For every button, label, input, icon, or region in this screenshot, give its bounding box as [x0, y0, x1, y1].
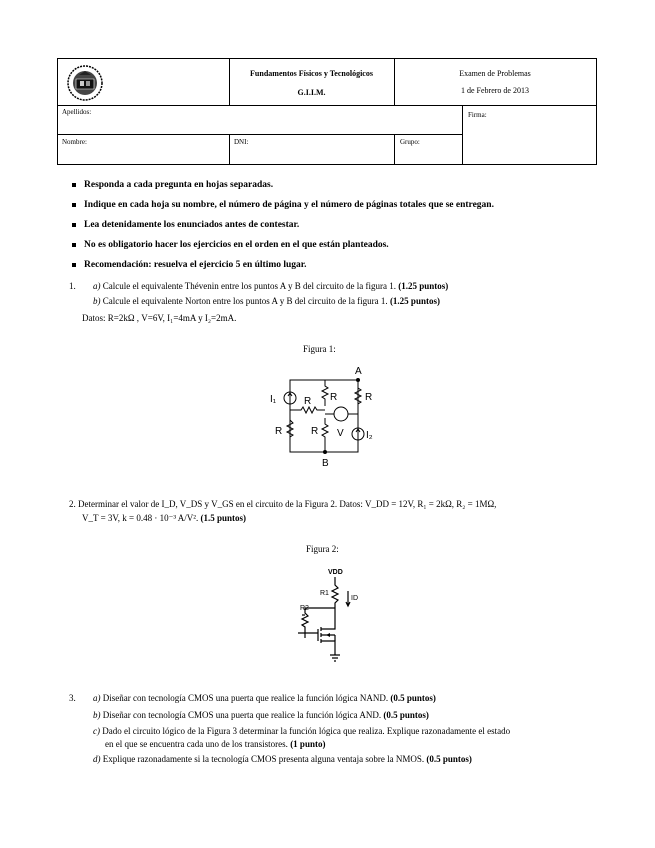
course-title: Fundamentos Físicos y Tecnológicos — [250, 69, 373, 78]
divider — [229, 134, 230, 165]
q3-part-a — [93, 692, 436, 704]
instruction-item: Indique en cada hoja su nombre, el número de página y el número de páginas totales que se entregan. — [72, 198, 612, 218]
i2-label: I₂ — [366, 430, 373, 441]
divider — [394, 134, 395, 165]
q3-d-text: Explique razonadamente si la tecnología CMOS presenta alguna ventaja sobre la NMOS. — [102, 754, 425, 764]
r-label: R — [365, 392, 373, 403]
q1-datos: Datos: R=2kΩ , V=6V, I₁=4mA y I₂=2mA. — [82, 313, 237, 323]
exam-header-table — [57, 58, 597, 165]
grupo-label: Grupo: — [400, 138, 420, 146]
q3-number: 3. — [69, 693, 76, 703]
university-seal-logo — [64, 63, 106, 103]
q3-part-c-line2 — [105, 738, 325, 750]
i1-label: I₁ — [270, 394, 277, 405]
q2-statement: Determinar el valor de I_D, V_DS y V_GS en el circuito de la Figura 2. Datos: V_DD = 12V, R₁ = 2kΩ, R₂ = 1MΩ, — [78, 499, 497, 509]
q1-b-text: Calcule el equivalente Norton entre los puntos A y B del circuito de la figura 1. — [102, 296, 388, 306]
vdd-label: VDD — [328, 569, 343, 576]
q1-b-points: (1.25 puntos) — [389, 296, 440, 306]
divider — [394, 59, 395, 105]
v-label: V — [337, 428, 344, 439]
q1-a-points: (1.25 puntos) — [398, 281, 449, 291]
r1-label: R1 — [320, 590, 329, 597]
node-a-label: A — [355, 366, 362, 377]
r-label: R — [304, 396, 312, 407]
node-b-label: B — [322, 458, 329, 469]
q1-part-a — [93, 280, 448, 292]
r-label: R — [311, 426, 319, 437]
figure-1-caption: Figura 1: — [303, 344, 336, 354]
figure-1-circuit — [265, 362, 390, 472]
instructions-list — [72, 178, 612, 278]
q2-text — [69, 498, 599, 510]
r2-label: R2 — [300, 605, 309, 612]
q1-b-label: b) — [93, 296, 101, 306]
q1-number: 1. — [69, 281, 76, 291]
apellidos-label: Apellidos: — [62, 108, 92, 116]
q2-statement-2: V_T = 3V, k = 0.48 · 10⁻³ A/V². — [82, 513, 199, 523]
q3-b-label: b) — [93, 710, 101, 720]
q3-b-text: Diseñar con tecnología CMOS una puerta que realice la función lógica AND. — [102, 710, 382, 720]
node-a-dot — [356, 378, 360, 382]
q2-text-line2 — [82, 512, 246, 524]
instruction-item: Responda a cada pregunta en hojas separadas. — [72, 178, 612, 198]
divider — [229, 59, 230, 105]
instruction-item: No es obligatorio hacer los ejercicios en el orden en el que están planteados. — [72, 238, 612, 258]
divider — [58, 134, 462, 135]
firma-label: Firma: — [468, 111, 487, 119]
q1-a-text: Calcule el equivalente Thévenin entre los puntos A y B del circuito de la figura 1. — [102, 281, 397, 291]
q2-points: (1.5 puntos) — [200, 513, 246, 523]
q3-part-c — [93, 725, 603, 737]
dni-label: DNI: — [234, 138, 249, 146]
q3-part-b — [93, 709, 429, 721]
q2-number: 2. — [69, 499, 76, 509]
instruction-item: Recomendación: resuelva el ejercicio 5 en último lugar. — [72, 258, 612, 278]
q3-d-points: (0.5 puntos) — [426, 754, 472, 764]
q3-a-points: (0.5 puntos) — [390, 693, 436, 703]
q3-a-label: a) — [93, 693, 101, 703]
id-label: ID — [351, 595, 358, 602]
q3-part-d — [93, 753, 472, 765]
q3-c-text: Dado el circuito lógico de la Figura 3 determinar la función lógica que realiza. Explique razonadamente el estado — [102, 726, 511, 736]
instruction-item: Lea detenidamente los enunciados antes de contestar. — [72, 218, 612, 238]
figure-2-caption: Figura 2: — [306, 544, 339, 554]
exam-date: 1 de Febrero de 2013 — [461, 86, 529, 95]
divider — [462, 105, 463, 165]
figure-2-circuit — [290, 563, 370, 663]
r-label: R — [275, 426, 283, 437]
degree-title: G.I.I.M. — [297, 88, 326, 97]
q3-a-text: Diseñar con tecnología CMOS una puerta que realice la función lógica NAND. — [102, 693, 389, 703]
q3-c-text-2: en el que se encuentra cada uno de los transistores. — [105, 739, 288, 749]
r-label: R — [330, 392, 338, 403]
q3-b-points: (0.5 puntos) — [383, 710, 429, 720]
node-b-dot — [323, 450, 327, 454]
q1-a-label: a) — [93, 281, 101, 291]
q3-c-points: (1 punto) — [290, 739, 326, 749]
q3-c-label: c) — [93, 726, 100, 736]
nombre-label: Nombre: — [62, 138, 87, 146]
divider — [58, 105, 596, 106]
exam-type: Examen de Problemas — [459, 69, 531, 78]
q3-d-label: d) — [93, 754, 101, 764]
q1-part-b — [93, 295, 440, 307]
